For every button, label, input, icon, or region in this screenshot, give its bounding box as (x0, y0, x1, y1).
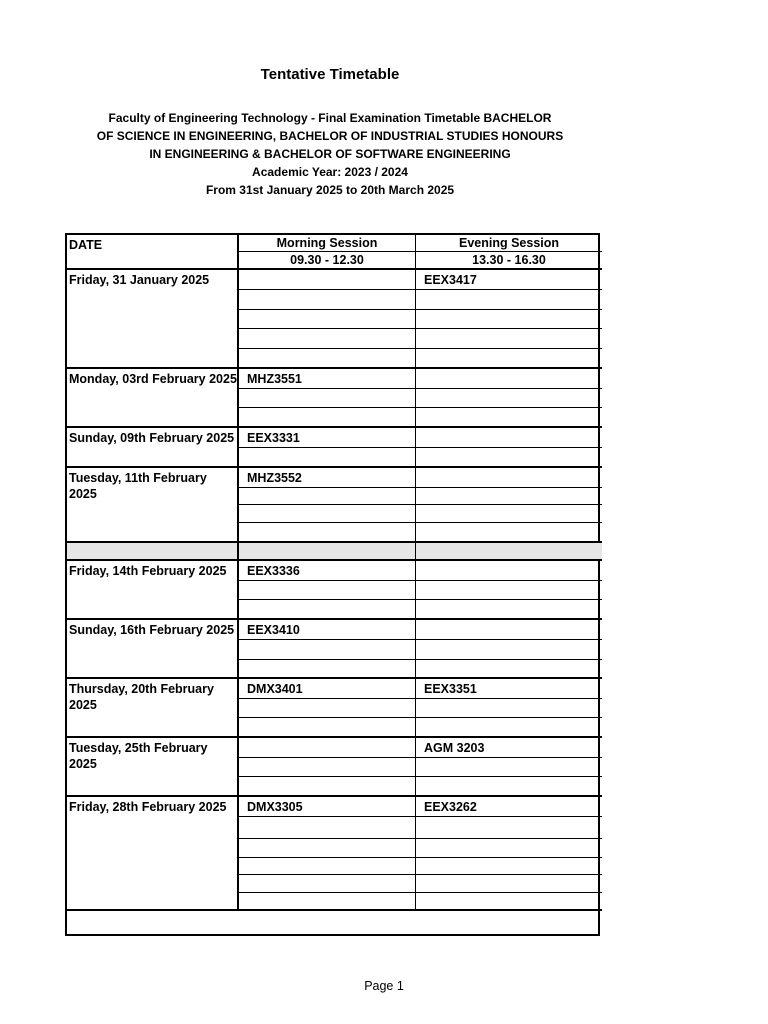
evening-exam-code (416, 369, 602, 389)
evening-exam-code (416, 699, 602, 718)
evening-exam-code: AGM 3203 (416, 738, 602, 758)
morning-exam-code (239, 600, 416, 620)
exam-period: From 31st January 2025 to 20th March 2025 (205, 183, 455, 197)
morning-exam-code: EEX3336 (239, 561, 416, 581)
evening-exam-code (416, 620, 602, 640)
evening-exam-code (416, 349, 602, 369)
page-number: Page 1 (364, 979, 404, 993)
evening-exam-code (416, 875, 602, 893)
morning-exam-code (239, 448, 416, 468)
evening-exam-code (416, 428, 602, 448)
morning-exam-code (239, 505, 416, 523)
exam-date: Friday, 28th February 2025 (67, 797, 239, 911)
timetable-table (65, 233, 600, 936)
morning-exam-code (239, 290, 416, 310)
exam-date: Friday, 14th February 2025 (67, 561, 239, 620)
morning-exam-code (239, 310, 416, 329)
morning-exam-code (239, 777, 416, 797)
exam-date: Sunday, 09th February 2025 (67, 428, 239, 468)
evening-exam-code (416, 858, 602, 875)
evening-exam-code (416, 329, 602, 349)
morning-exam-code (239, 488, 416, 505)
morning-exam-code (239, 349, 416, 369)
exam-date: Monday, 03rd February 2025 (67, 369, 239, 428)
academic-year: Academic Year: 2023 / 2024 (252, 165, 408, 179)
evening-exam-code (416, 893, 602, 911)
evening-exam-code (416, 581, 602, 600)
morning-exam-code (239, 523, 416, 543)
morning-session-header: Morning Session (239, 235, 416, 252)
morning-exam-code (239, 543, 416, 561)
morning-exam-code (239, 875, 416, 893)
morning-exam-code: EEX3331 (239, 428, 416, 448)
morning-exam-code (239, 640, 416, 660)
morning-exam-code (239, 718, 416, 738)
faculty-heading-line-1: Faculty of Engineering Technology - Final Examination Timetable BACHELOR (108, 111, 552, 125)
evening-session-time: 13.30 - 16.30 (416, 252, 602, 270)
evening-exam-code (416, 523, 602, 543)
morning-exam-code (239, 893, 416, 911)
evening-exam-code (416, 505, 602, 523)
exam-date (67, 543, 239, 561)
morning-exam-code: EEX3410 (239, 620, 416, 640)
morning-exam-code (239, 581, 416, 600)
exam-date: Tuesday, 11th February 2025 (67, 468, 239, 543)
faculty-heading-line-3: IN ENGINEERING & BACHELOR OF SOFTWARE ENGINEERING (149, 147, 511, 161)
morning-exam-code (239, 817, 416, 839)
evening-exam-code (416, 600, 602, 620)
date-header: DATE (67, 235, 239, 270)
evening-exam-code (416, 448, 602, 468)
evening-exam-code (416, 758, 602, 777)
morning-exam-code (239, 408, 416, 428)
evening-exam-code (416, 718, 602, 738)
faculty-heading-line-2: OF SCIENCE IN ENGINEERING, BACHELOR OF INDUSTRIAL STUDIES HONOURS (96, 129, 564, 143)
evening-exam-code (416, 640, 602, 660)
morning-exam-code (239, 858, 416, 875)
evening-exam-code (416, 561, 602, 581)
evening-session-header: Evening Session (416, 235, 602, 252)
evening-exam-code: EEX3351 (416, 679, 602, 699)
page-title: Tentative Timetable (260, 66, 400, 83)
morning-exam-code: MHZ3551 (239, 369, 416, 389)
evening-exam-code (416, 817, 602, 839)
morning-exam-code (239, 839, 416, 858)
evening-exam-code (416, 290, 602, 310)
exam-date: Sunday, 16th February 2025 (67, 620, 239, 679)
exam-date: Thursday, 20th February 2025 (67, 679, 239, 738)
exam-date: Tuesday, 25th February 2025 (67, 738, 239, 797)
morning-exam-code (239, 758, 416, 777)
morning-exam-code (239, 660, 416, 679)
evening-exam-code (416, 389, 602, 408)
evening-exam-code: EEX3262 (416, 797, 602, 817)
morning-exam-code (239, 329, 416, 349)
morning-exam-code: DMX3305 (239, 797, 416, 817)
evening-exam-code (416, 488, 602, 505)
morning-exam-code (239, 738, 416, 758)
morning-exam-code (239, 389, 416, 408)
evening-exam-code: EEX3417 (416, 270, 602, 290)
morning-exam-code (239, 699, 416, 718)
evening-exam-code (416, 408, 602, 428)
evening-exam-code (416, 777, 602, 797)
morning-exam-code (239, 270, 416, 290)
exam-date: Friday, 31 January 2025 (67, 270, 239, 369)
morning-session-time: 09.30 - 12.30 (239, 252, 416, 270)
morning-exam-code: DMX3401 (239, 679, 416, 699)
evening-exam-code (416, 310, 602, 329)
evening-exam-code (416, 839, 602, 858)
evening-exam-code (416, 543, 602, 561)
morning-exam-code: MHZ3552 (239, 468, 416, 488)
evening-exam-code (416, 468, 602, 488)
evening-exam-code (416, 660, 602, 679)
